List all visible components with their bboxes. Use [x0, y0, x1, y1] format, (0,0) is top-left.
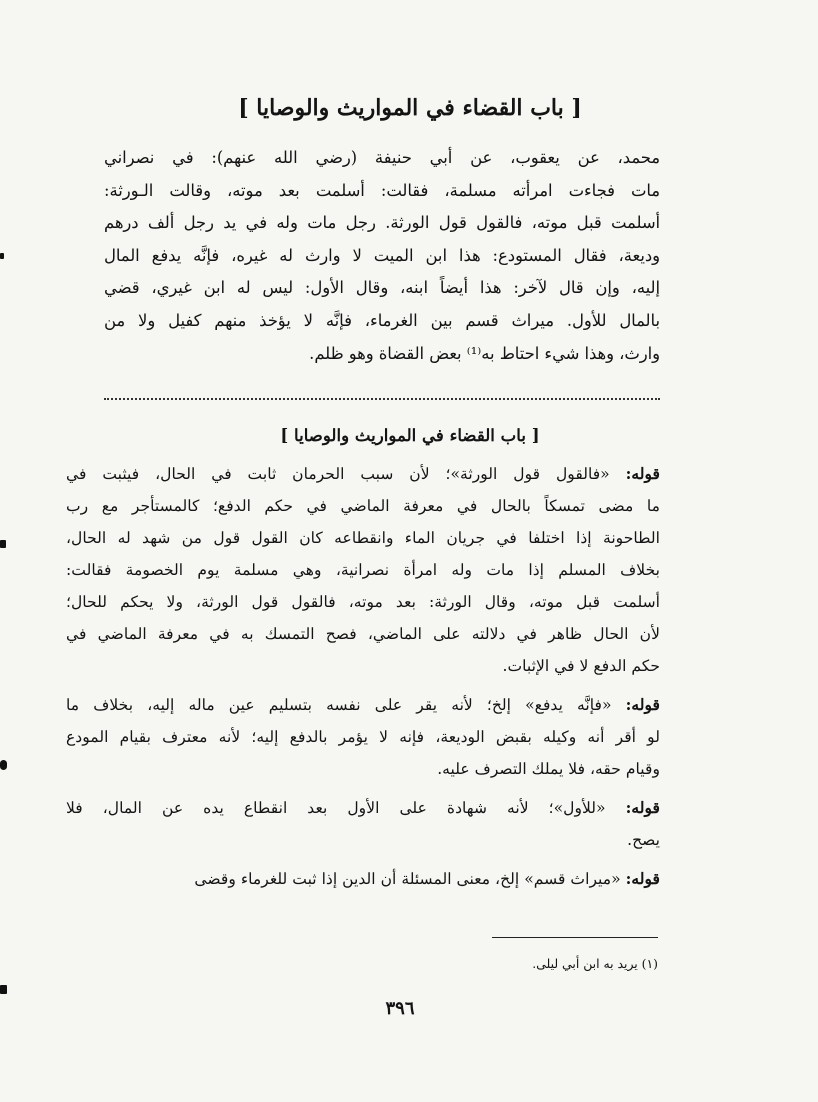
main-text-line: وديعة، فقال المستودع: هذا ابن الميت لا وارث له غيره، فإنَّه يدفع المال [104, 245, 660, 265]
commentary-paragraph [66, 689, 660, 785]
commentary-line: أسلمت قبل موته، وقال الورثة: بعد موته، فالقول قول الورثة، ولا يحكم للحال؛ [66, 593, 660, 611]
main-text-line: إليه، وإن قال لآخر: هذا أيضاً ابنه، وقال الأول: ليس له ابن غيري، قضي [104, 278, 660, 298]
scan-mark [0, 985, 7, 994]
commentary-line: بخلاف المسلم إذا مات وله امرأة نصرانية، وهي مسلمة يوم الخصومة فقالت: [66, 561, 660, 579]
commentary-keyword: قوله: [625, 695, 660, 714]
commentary-line: ما مضى تمسكاً بالحال في معرفة الماضي في حكم الدفع؛ كالمستأجر مع رب [66, 497, 660, 515]
commentary-line: لأن الحال ظاهر في دلالته على الماضي، فصح التمسك به في معرفة الماضي في [66, 625, 660, 643]
section-divider [104, 398, 660, 400]
commentary-paragraph [66, 792, 660, 856]
chapter-title: [ باب القضاء في المواريث والوصايا ] [238, 95, 582, 121]
commentary-paragraph [66, 458, 660, 682]
page-number: ٣٩٦ [385, 998, 415, 1019]
commentary-line: لو أقر أنه وكيله بقبض الوديعة، فإنه لا يؤمر بالدفع إليه؛ لأنه معترف بقيام المودع [66, 728, 660, 746]
main-text [104, 142, 660, 370]
main-text-line: بالمال للأول. ميراث قسم بين الغرماء، فإنَّه لا يؤخذ منهم كفيل ولا من [104, 310, 660, 330]
commentary-line: قوله: «للأول»؛ لأنه شهادة على الأول بعد انقطاع يده عن المال، فلا [66, 798, 660, 817]
commentary-line: وقيام حقه، فلا يملك التصرف عليه. [437, 760, 660, 778]
commentary-keyword: قوله: [625, 869, 660, 888]
main-text-line: مات فجاءت امرأته مسلمة، فقالت: أسلمت بعد موته، وقالت الـورثة: [104, 180, 660, 200]
commentary-keyword: قوله: [625, 464, 660, 483]
footnote-rule [492, 937, 658, 938]
scan-mark [0, 760, 7, 770]
commentary-title: [ باب القضاء في المواريث والوصايا ] [280, 425, 540, 445]
scan-mark [0, 253, 4, 259]
commentary-text [66, 458, 660, 902]
commentary-keyword: قوله: [625, 798, 660, 817]
commentary-line: قوله: «ميراث قسم» إلخ، معنى المسئلة أن الدين إذا ثبت للغرماء وقضى [194, 869, 660, 888]
commentary-line: قوله: «فإنَّه يدفع» إلخ؛ لأنه يقر على نفسه بتسليم عين ماله إليه، بخلاف ما [66, 695, 660, 714]
main-text-line: وارث، وهذا شيء احتاط به⁽¹⁾ بعض القضاة وهو ظلم. [309, 343, 660, 363]
commentary-line: حكم الدفع لا في الإثبات. [502, 657, 660, 675]
commentary-line: يصح. [627, 831, 660, 849]
scan-mark [0, 540, 6, 548]
commentary-line: الطاحونة إذا اختلفا في جريان الماء وانقطاعه كان القول قول من شهد له الحال، [66, 529, 660, 547]
commentary-paragraph [66, 863, 660, 895]
main-text-line: أسلمت قبل موته، فالقول قول الورثة. رجل مات وله في يد رجل ألف درهم [104, 213, 660, 233]
main-text-line: محمد، عن يعقوب، عن أبي حنيفة (رضي الله عنهم): في نصراني [104, 148, 660, 167]
footnote: (١) يريد به ابن أبي ليلى. [532, 956, 658, 971]
commentary-line: قوله: «فالقول قول الورثة»؛ لأن سبب الحرمان ثابت في الحال، فيثبت في [66, 464, 660, 483]
